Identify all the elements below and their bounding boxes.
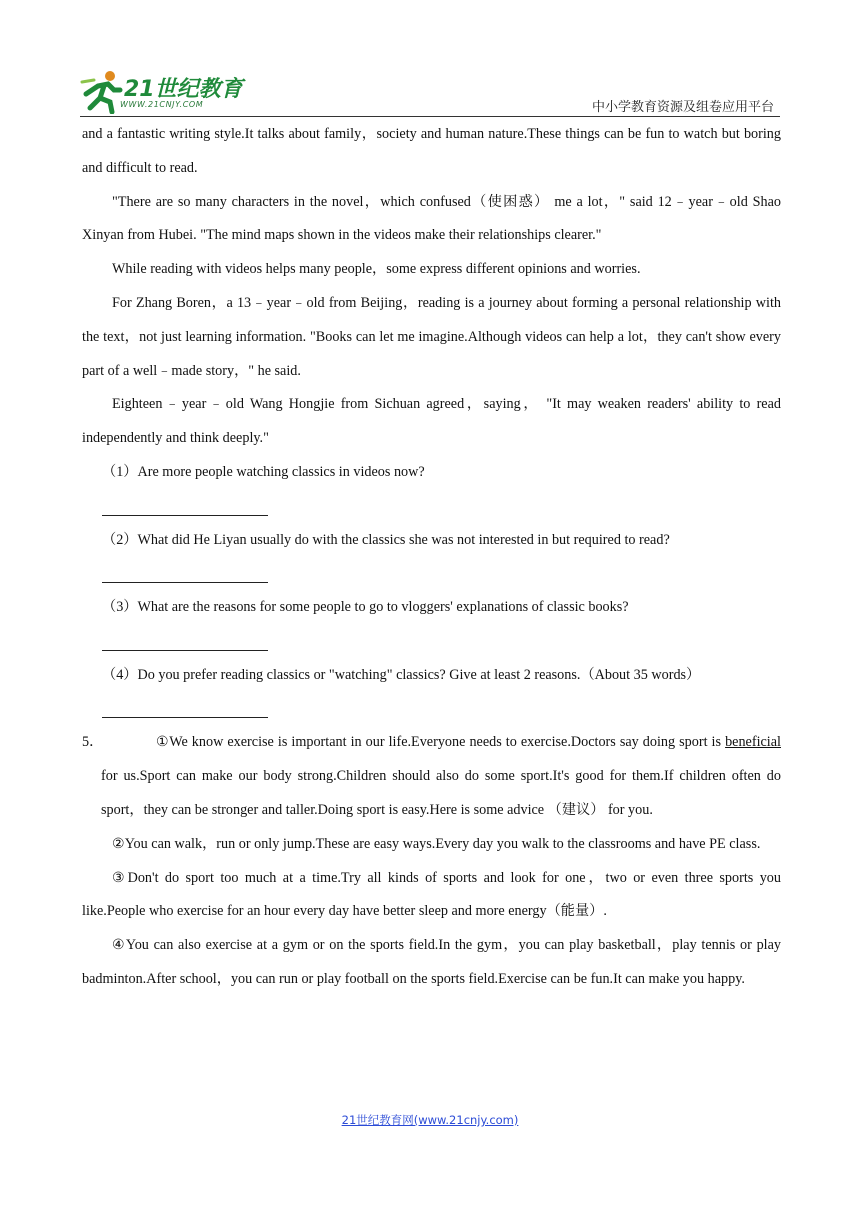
question-4: （4）Do you prefer reading classics or "watching" classics? Give at least 2 reasons.（About 35 words） [102, 666, 701, 683]
logo-url: WWW.21CNJY.COM [120, 100, 204, 109]
logo-text: 21世纪教育 [124, 77, 243, 102]
underlined-word: beneficial [725, 734, 781, 751]
footer-link[interactable]: 21世纪教育网(www.21cnjy.com) [341, 1113, 519, 1127]
document-body [82, 118, 781, 997]
question-2: （2）What did He Liyan usually do with the classics she was not interested in but required to read? [102, 531, 670, 548]
passage-paragraph-2: "There are so many characters in the novel，which confused（使困惑） me a lot，" said 12﹣year﹣old Shao Xinyan from Hubei. "The mind maps shown in the videos make their relationships clearer." [82, 193, 781, 244]
header-divider [80, 116, 780, 117]
logo [80, 68, 255, 114]
answer-blank-4[interactable] [102, 693, 268, 727]
passage-paragraph-4: For Zhang Boren，a 13﹣year﹣old from Beijing，reading is a journey about forming a personal relationship with the text，not just learning information. "Books can let me imagine.Although videos can help a lot，they can't show every part of a well﹣made story，" he said. [82, 294, 781, 379]
passage-paragraph-3: While reading with videos helps many people，some express different opinions and worries. [112, 261, 641, 278]
item-number: 5． [82, 734, 104, 751]
question-3: （3）What are the reasons for some people to go to vloggers' explanations of classic books? [102, 599, 629, 616]
page-header [80, 66, 780, 118]
item5-paragraph-2: ②You can walk，run or only jump.These are easy ways.Every day you walk to the classrooms and have PE class. [112, 835, 761, 852]
item5-paragraph-3: ③Don't do sport too much at a time.Try all kinds of sports and look for one，two or even three sports you like.People who exercise for an hour every day have better sleep and more energy（能量）. [82, 869, 781, 920]
passage-paragraph-1: and a fantastic writing style.It talks about family，society and human nature.These things can be fun to watch but boring and difficult to read. [82, 126, 781, 176]
passage-paragraph-5: Eighteen﹣year﹣old Wang Hongjie from Sichuan agreed，saying， "It may weaken readers' ability to read independently and think deeply." [82, 396, 781, 447]
item5-paragraph-1 [101, 726, 781, 827]
item5-p1-before: ①We know exercise is important in our life.Everyone needs to exercise.Doctors say doing sport is [156, 734, 726, 751]
platform-title: 中小学教育资源及组卷应用平台 [591, 100, 774, 115]
item5-p1-after: for us.Sport can make our body strong.Children should also do some sport.It's good for them.If children often do sport，they can be stronger and taller.Doing sport is easy.Here is some advice （建议） for you. [101, 768, 781, 818]
answer-blank-2[interactable] [102, 557, 268, 591]
item5-paragraph-4: ④You can also exercise at a gym or on the sports field.In the gym，you can play basketball，play tennis or play badminton.After school，you can run or play football on the sports field.Exercise can be fun.It can make you happy. [82, 937, 781, 987]
answer-blank-1[interactable] [102, 490, 268, 524]
answer-blank-3[interactable] [102, 625, 268, 659]
runner-icon [80, 68, 124, 114]
item-5 [82, 726, 781, 827]
question-1: （1）Are more people watching classics in videos now? [102, 463, 425, 480]
